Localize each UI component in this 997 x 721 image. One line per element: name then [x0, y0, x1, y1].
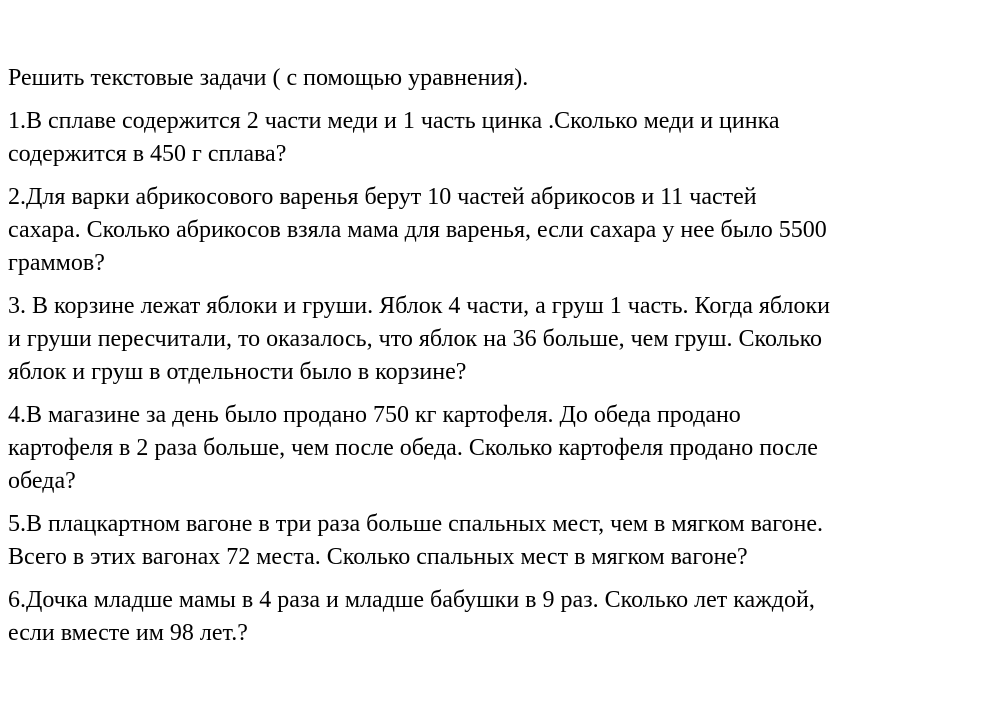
- problem-6: [8, 584, 958, 650]
- problem-line: если вместе им 98 лет.?: [8, 620, 248, 646]
- problem-5: [8, 508, 958, 574]
- problem-1: [8, 105, 958, 171]
- problem-line: 6.Дочка младше мамы в 4 раза и младше бабушки в 9 раз. Сколько лет каждой,: [8, 587, 815, 613]
- problem-line: обеда?: [8, 468, 76, 494]
- problem-line: граммов?: [8, 250, 105, 276]
- problem-line: 1.В сплаве содержится 2 части меди и 1 часть цинка .Сколько меди и цинка: [8, 108, 780, 134]
- problem-2: [8, 181, 958, 280]
- problem-4: [8, 399, 958, 498]
- problem-line: и груши пересчитали, то оказалось, что яблок на 36 больше, чем груш. Сколько: [8, 326, 823, 352]
- problem-line: яблок и груш в отдельности было в корзине?: [8, 359, 467, 385]
- problem-line: 3. В корзине лежат яблоки и груши. Яблок 4 части, а груш 1 часть. Когда яблоки: [8, 293, 831, 319]
- problem-line: сахара. Сколько абрикосов взяла мама для варенья, если сахара у нее было 5500: [8, 217, 827, 243]
- problem-line: картофеля в 2 раза больше, чем после обеда. Сколько картофеля продано после: [8, 435, 818, 461]
- problem-line: содержится в 450 г сплава?: [8, 141, 287, 167]
- document-title: Решить текстовые задачи ( с помощью уравнения).: [8, 65, 529, 91]
- problem-line: Всего в этих вагонах 72 места. Сколько спальных мест в мягком вагоне?: [8, 544, 748, 570]
- problem-line: 2.Для варки абрикосового варенья берут 10 частей абрикосов и 11 частей: [8, 184, 757, 210]
- document: [8, 62, 958, 660]
- problem-line: 5.В плацкартном вагоне в три раза больше спальных мест, чем в мягком вагоне.: [8, 511, 824, 537]
- problem-3: [8, 290, 958, 389]
- problem-line: 4.В магазине за день было продано 750 кг картофеля. До обеда продано: [8, 402, 741, 428]
